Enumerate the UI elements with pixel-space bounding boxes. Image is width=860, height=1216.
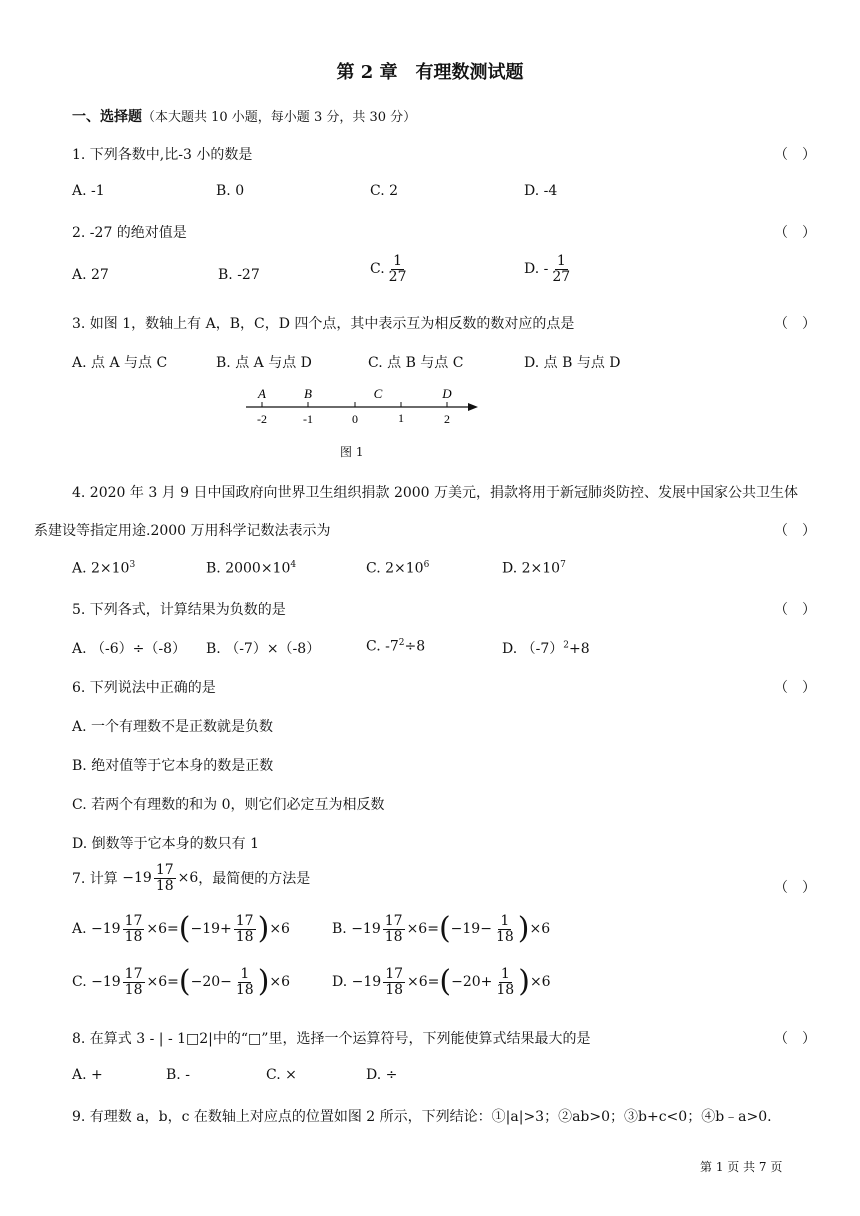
- numerator: 17: [384, 913, 403, 929]
- answer-blank: [774, 222, 816, 242]
- q2-option-b: B. -27: [218, 267, 260, 283]
- paren-left: （: [774, 602, 788, 618]
- q8-option-b: B. -: [166, 1067, 190, 1083]
- inner-expr: −20+: [451, 974, 493, 991]
- q4-stem-line1: 4. 2020 年 3 月 9 日中国政府向世界卫生组织捐款 2000 万美元，捐款将用于新冠肺炎防控、发展中国家公共卫生体: [72, 485, 799, 501]
- fraction: [123, 914, 145, 944]
- denominator: 18: [124, 928, 143, 945]
- denominator: 18: [496, 981, 515, 998]
- q2-stem: 2. -27 的绝对值是: [72, 225, 187, 241]
- paren-right: ）: [802, 147, 816, 163]
- left-paren: (: [178, 911, 191, 947]
- paren-left: （: [774, 147, 788, 163]
- denominator: 18: [124, 981, 143, 998]
- q6-option-b: B. 绝对值等于它本身的数是正数: [72, 758, 274, 774]
- q6-option-d: D. 倒数等于它本身的数只有 1: [72, 836, 259, 852]
- stem-text: ，最简便的方法是: [198, 871, 311, 888]
- q8-option-a: A. +: [72, 1067, 103, 1083]
- q4-option-b: [206, 560, 296, 577]
- times-six: ×6: [269, 921, 290, 938]
- page-title: 第 2 章 有理数测试题: [336, 62, 524, 83]
- q1-option-c: C. 2: [370, 183, 399, 199]
- paren-left: （: [774, 523, 788, 539]
- q6-stem: 6. 下列说法中正确的是: [72, 680, 216, 696]
- paren-left: （: [774, 316, 788, 332]
- point-label: C: [373, 386, 383, 401]
- figure-1-number-line: [236, 382, 486, 432]
- q3-option-a: A. 点 A 与点 C: [72, 355, 168, 371]
- right-paren: ): [257, 911, 270, 947]
- exponent: 4: [290, 560, 297, 570]
- equals: =: [167, 974, 179, 991]
- q5-option-b: B. （-7）×（-8）: [206, 641, 321, 657]
- q5-stem: 5. 下列各式，计算结果为负数的是: [72, 602, 286, 618]
- point-label: B: [304, 386, 312, 401]
- point-label: D: [442, 386, 452, 401]
- numerator: 1: [556, 253, 566, 269]
- paren-right: ）: [802, 316, 816, 332]
- exponent: 6: [423, 560, 430, 570]
- option-text: A. 2×10: [72, 560, 130, 577]
- q6-option-a: A. 一个有理数不是正数就是负数: [72, 719, 274, 735]
- option-label: A.: [72, 921, 87, 938]
- fraction: [383, 967, 405, 997]
- q4-option-d: [502, 560, 566, 577]
- denominator: 18: [155, 877, 174, 894]
- section-head: 一、选择题: [72, 109, 142, 125]
- fraction: [387, 254, 409, 284]
- numerator: 1: [500, 966, 510, 982]
- exponent: 3: [129, 560, 136, 570]
- tick-label: -2: [257, 412, 267, 426]
- option-text: D. 2×10: [502, 560, 561, 577]
- q2-option-d: [524, 254, 574, 284]
- option-label: C.: [72, 974, 87, 991]
- q1-stem: 1. 下列各数中,比-3 小的数是: [72, 147, 253, 163]
- tick-label: 1: [398, 411, 404, 425]
- paren-left: （: [774, 1031, 788, 1047]
- q3-stem: 3. 如图 1，数轴上有 A，B，C，D 四个点，其中表示互为相反数的数对应的点是: [72, 316, 575, 332]
- q4-stem-line2: 系建设等指定用途.2000 万用科学记数法表示为: [34, 523, 331, 539]
- q5-option-a: A. （-6）÷（-8）: [72, 641, 187, 657]
- denominator: 18: [235, 981, 254, 998]
- figure-1-caption: 图 1: [340, 445, 364, 459]
- paren-right: ）: [802, 602, 816, 618]
- q3-option-c: C. 点 B 与点 C: [368, 355, 464, 371]
- right-paren: ): [518, 964, 530, 1000]
- mixed-whole: −19: [351, 921, 381, 938]
- stem-text: 7. 计算: [72, 871, 118, 888]
- option-text: ÷8: [404, 638, 426, 655]
- denominator: 18: [495, 928, 514, 945]
- q7-option-a: [72, 911, 290, 947]
- times-six: ×6: [407, 974, 428, 991]
- paren-right: ）: [802, 225, 816, 241]
- exponent: 2: [563, 640, 569, 651]
- numerator: 17: [124, 966, 143, 982]
- mixed-whole: −19: [351, 974, 382, 991]
- left-paren: (: [439, 964, 452, 1000]
- answer-blank: [774, 599, 816, 619]
- times-six: ×6: [269, 974, 291, 991]
- q8-option-d: D. ÷: [366, 1067, 398, 1083]
- fraction: [383, 914, 405, 944]
- numerator: 17: [235, 913, 254, 929]
- q7-option-b: [332, 911, 551, 947]
- times-six: ×6: [529, 974, 551, 991]
- point-label: A: [258, 386, 266, 401]
- q3-option-d: D. 点 B 与点 D: [524, 355, 621, 371]
- fraction: [494, 914, 516, 944]
- times-six: ×6: [529, 921, 551, 938]
- section-heading: [72, 106, 416, 126]
- tick-label: -1: [303, 412, 313, 426]
- times-six: ×6: [406, 921, 428, 938]
- inner-expr: −19+: [190, 921, 232, 938]
- page-footer: 第 1 页 共 7 页: [700, 1160, 783, 1174]
- paren-right: ）: [802, 523, 816, 539]
- paren-left: （: [774, 880, 788, 896]
- q8-option-c: C. ×: [266, 1067, 297, 1083]
- times-six: ×6: [146, 974, 168, 991]
- option-text: C. 2×10: [366, 560, 424, 577]
- paren-left: （: [774, 680, 788, 696]
- inner-expr: −20−: [190, 974, 232, 991]
- fraction: [494, 967, 516, 997]
- fraction: [234, 967, 256, 997]
- paren-right: ）: [802, 1031, 816, 1047]
- section-note: （本大题共 10 小题，每小题 3 分，共 30 分）: [142, 110, 417, 125]
- numerator: 17: [155, 862, 174, 878]
- fraction: [123, 967, 145, 997]
- numerator: 1: [393, 253, 403, 269]
- equals: =: [427, 921, 439, 938]
- answer-blank: [774, 877, 816, 897]
- q1-option-a: A. -1: [72, 183, 105, 199]
- option-label: B.: [332, 921, 347, 938]
- exponent: 2: [398, 638, 405, 648]
- answer-blank: [774, 677, 816, 697]
- numerator: 1: [500, 913, 510, 929]
- exponent: 7: [560, 560, 566, 570]
- option-text: B. 2000×10: [206, 560, 291, 577]
- left-paren: (: [178, 964, 191, 1000]
- mixed-whole: −19: [122, 870, 152, 887]
- option-label: D.: [332, 974, 348, 991]
- option-text: +8: [569, 641, 590, 657]
- left-paren: (: [438, 911, 451, 947]
- paren-right: ）: [802, 680, 816, 696]
- q7-option-d: [332, 964, 551, 1000]
- fraction: [234, 914, 256, 944]
- times-six: ×6: [177, 870, 199, 887]
- axis-arrow: [468, 403, 478, 411]
- inner-expr: −19−: [450, 921, 492, 938]
- answer-blank: [774, 144, 816, 164]
- fraction: [154, 863, 176, 893]
- equals: =: [167, 921, 179, 938]
- tick-label: 2: [444, 412, 450, 426]
- fraction: [550, 254, 572, 284]
- q1-option-d: D. -4: [524, 183, 558, 199]
- q5-option-c: [366, 638, 425, 655]
- times-six: ×6: [146, 921, 168, 938]
- q2-option-c: [370, 254, 411, 284]
- q1-option-b: B. 0: [216, 183, 245, 199]
- denominator: 18: [235, 928, 254, 945]
- denominator: 18: [384, 928, 403, 945]
- equals: =: [427, 974, 440, 991]
- numerator: 1: [240, 966, 250, 982]
- paren-right: ）: [802, 880, 816, 896]
- numerator: 17: [385, 966, 404, 982]
- right-paren: ): [517, 911, 530, 947]
- mixed-whole: −19: [91, 921, 121, 938]
- option-label: C.: [370, 261, 385, 278]
- answer-blank: [774, 313, 816, 333]
- right-paren: ): [257, 964, 270, 1000]
- paren-left: （: [774, 225, 788, 241]
- q7-option-c: [72, 964, 291, 1000]
- q4-option-a: [72, 560, 135, 577]
- option-text: D. （-7）: [502, 641, 564, 657]
- denominator: 18: [385, 981, 404, 998]
- mixed-whole: −19: [91, 974, 121, 991]
- q4-option-c: [366, 560, 429, 577]
- q2-option-a: A. 27: [72, 267, 109, 283]
- q3-option-b: B. 点 A 与点 D: [216, 355, 312, 371]
- numerator: 17: [124, 913, 143, 929]
- tick-label: 0: [352, 412, 358, 426]
- option-text: C. -7: [366, 638, 399, 655]
- q7-stem: [72, 863, 310, 893]
- option-label: D. -: [524, 261, 549, 278]
- q5-option-d: [502, 638, 590, 658]
- answer-blank: [774, 520, 816, 540]
- q8-stem: 8. 在算式 3 - | - 1□2|中的“□”里，选择一个运算符号，下列能使算式结果最大的是: [72, 1031, 591, 1047]
- q9-stem: 9. 有理数 a，b，c 在数轴上对应点的位置如图 2 所示，下列结论：①|a|>3；②ab>0；③b+c<0；④b﹣a>0.: [72, 1109, 772, 1125]
- denominator: 27: [552, 268, 571, 285]
- q6-option-c: C. 若两个有理数的和为 0，则它们必定互为相反数: [72, 797, 385, 813]
- answer-blank: [774, 1028, 816, 1048]
- denominator: 27: [388, 268, 407, 285]
